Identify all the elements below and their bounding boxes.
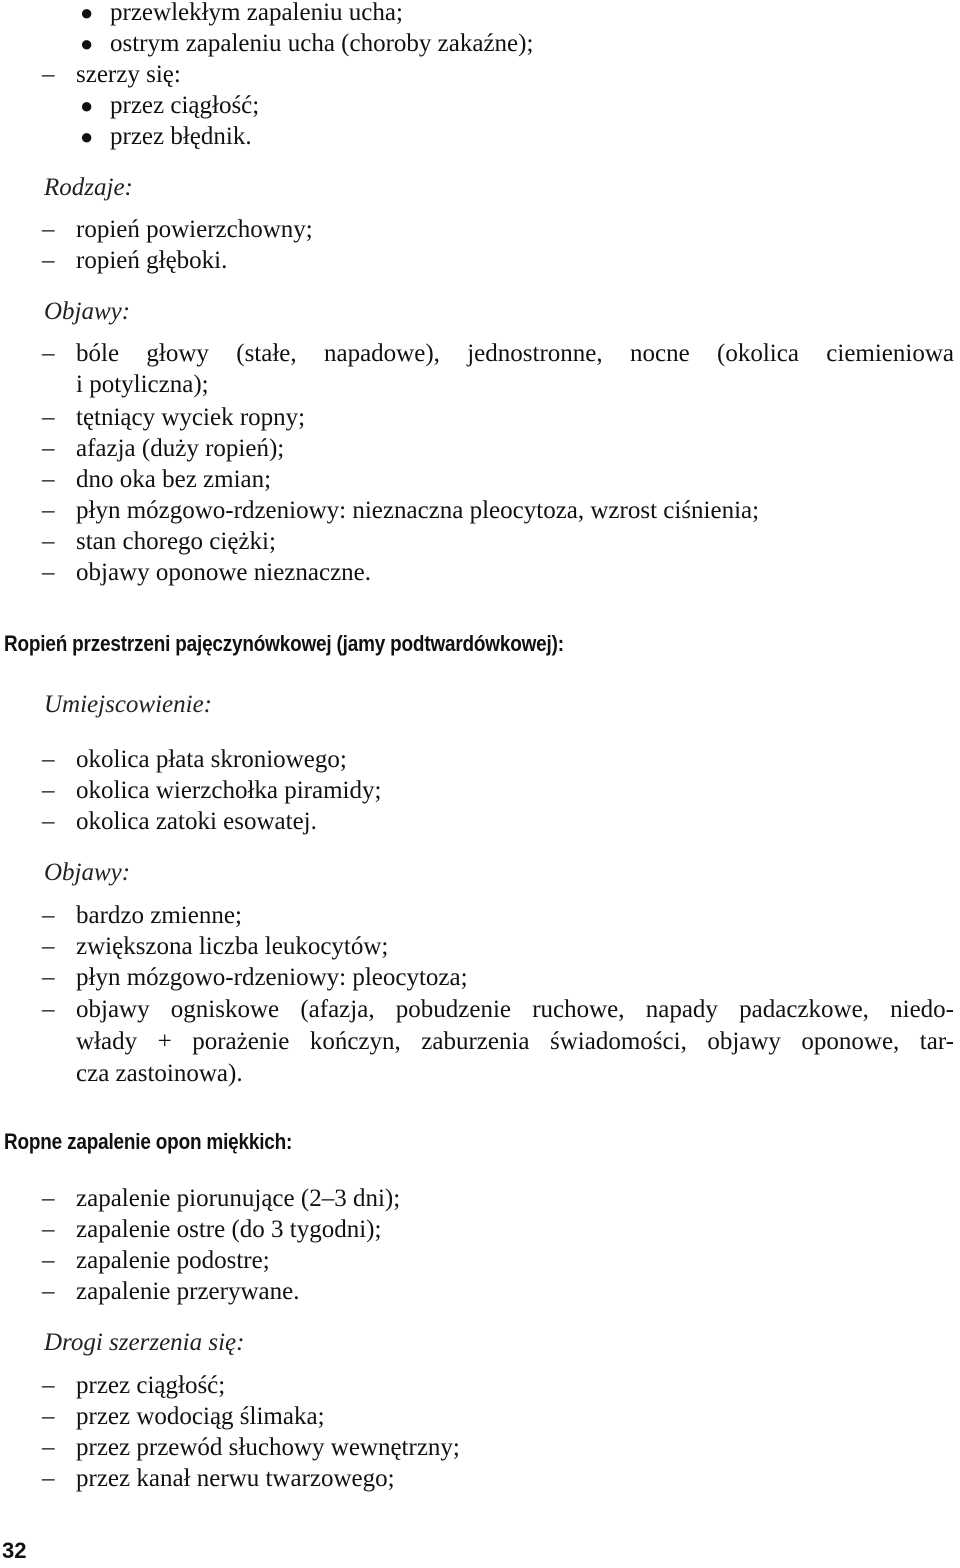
list-item: – zwiększona liczba leukocytów; xyxy=(0,931,960,963)
bullet-icon: ● xyxy=(80,124,94,149)
list-item-continuation: i potyliczna); xyxy=(76,371,209,398)
dash-icon: – xyxy=(42,746,55,773)
section-label: Objawy: xyxy=(44,298,131,325)
list-item-continuation: włady + porażenie kończyn, zaburzenia świadomości, objawy oponowe, tar- xyxy=(76,1028,954,1055)
dash-icon: – xyxy=(42,1434,55,1461)
dash-icon: – xyxy=(42,497,55,524)
list-item: – okolica zatoki esowatej. xyxy=(0,806,960,838)
list-item: – objawy oponowe nieznaczne. xyxy=(0,557,960,589)
list-item: ● ostrym zapaleniu ucha (choroby zakaźne); xyxy=(0,28,960,60)
section-label: Drogi szerzenia się: xyxy=(44,1329,245,1356)
dash-icon: – xyxy=(42,435,55,462)
list-item: – przez przewód słuchowy wewnętrzny; xyxy=(0,1432,960,1464)
list-item: – ropień powierzchowny; xyxy=(0,214,960,246)
bullet-icon: ● xyxy=(80,93,94,118)
dash-icon: – xyxy=(42,808,55,835)
dash-icon: – xyxy=(42,61,55,88)
dash-icon: – xyxy=(42,933,55,960)
list-item: – okolica wierzchołka piramidy; xyxy=(0,775,960,807)
dash-icon: – xyxy=(42,1185,55,1212)
bullet-icon: ● xyxy=(80,31,94,56)
list-item: – płyn mózgowo-rdzeniowy: pleocytoza; xyxy=(0,962,960,994)
list-item: ● przez ciągłość; xyxy=(0,90,960,122)
section-label: Objawy: xyxy=(44,859,131,886)
list-item: – przez wodociąg ślimaka; xyxy=(0,1401,960,1433)
list-item: ● przez błędnik. xyxy=(0,121,960,153)
dash-icon: – xyxy=(42,216,55,243)
section-label: Rodzaje: xyxy=(44,174,133,201)
list-item: – przez ciągłość; xyxy=(0,1370,960,1402)
list-item: ● przewlekłym zapaleniu ucha; xyxy=(0,0,960,29)
dash-icon: – xyxy=(42,1216,55,1243)
list-item: – zapalenie piorunujące (2–3 dni); xyxy=(0,1183,960,1215)
list-item: – okolica płata skroniowego; xyxy=(0,744,960,776)
section-heading: Ropne zapalenie opon miękkich: xyxy=(4,1129,293,1154)
dash-icon: – xyxy=(42,1247,55,1274)
list-item: – bóle głowy (stałe, napadowe), jednostronne, nocne (okolica ciemieniowa xyxy=(0,338,960,370)
list-item: – dno oka bez zmian; xyxy=(0,464,960,496)
section-heading: Ropień przestrzeni pajęczynówkowej (jamy podtwardówkowej): xyxy=(4,631,564,656)
dash-icon: – xyxy=(42,996,55,1023)
dash-icon: – xyxy=(42,1372,55,1399)
section-label: Umiejscowienie: xyxy=(44,691,213,718)
list-item: – zapalenie podostre; xyxy=(0,1245,960,1277)
list-item: – stan chorego ciężki; xyxy=(0,526,960,558)
list-item: – szerzy się: xyxy=(0,59,960,91)
list-item: – bardzo zmienne; xyxy=(0,900,960,932)
dash-icon: – xyxy=(42,902,55,929)
list-item: – płyn mózgowo-rdzeniowy: nieznaczna pleocytoza, wzrost ciśnienia; xyxy=(0,495,960,527)
list-item-continuation: cza zastoinowa). xyxy=(76,1060,243,1087)
bullet-icon: ● xyxy=(80,0,94,25)
dash-icon: – xyxy=(42,1278,55,1305)
list-item: – afazja (duży ropień); xyxy=(0,433,960,465)
list-item: – przez kanał nerwu twarzowego; xyxy=(0,1463,960,1495)
dash-icon: – xyxy=(42,340,55,367)
dash-icon: – xyxy=(42,404,55,431)
dash-icon: – xyxy=(42,777,55,804)
dash-icon: – xyxy=(42,559,55,586)
dash-icon: – xyxy=(42,1403,55,1430)
list-item: – ropień głęboki. xyxy=(0,245,960,277)
dash-icon: – xyxy=(42,528,55,555)
dash-icon: – xyxy=(42,466,55,493)
list-item: – zapalenie ostre (do 3 tygodni); xyxy=(0,1214,960,1246)
list-item: – tętniący wyciek ropny; xyxy=(0,402,960,434)
dash-icon: – xyxy=(42,964,55,991)
dash-icon: – xyxy=(42,247,55,274)
dash-icon: – xyxy=(42,1465,55,1492)
list-item: – zapalenie przerywane. xyxy=(0,1276,960,1308)
list-item: – objawy ogniskowe (afazja, pobudzenie ruchowe, napady padaczkowe, niedo- xyxy=(0,994,960,1026)
page-number: 32 xyxy=(2,1538,27,1563)
